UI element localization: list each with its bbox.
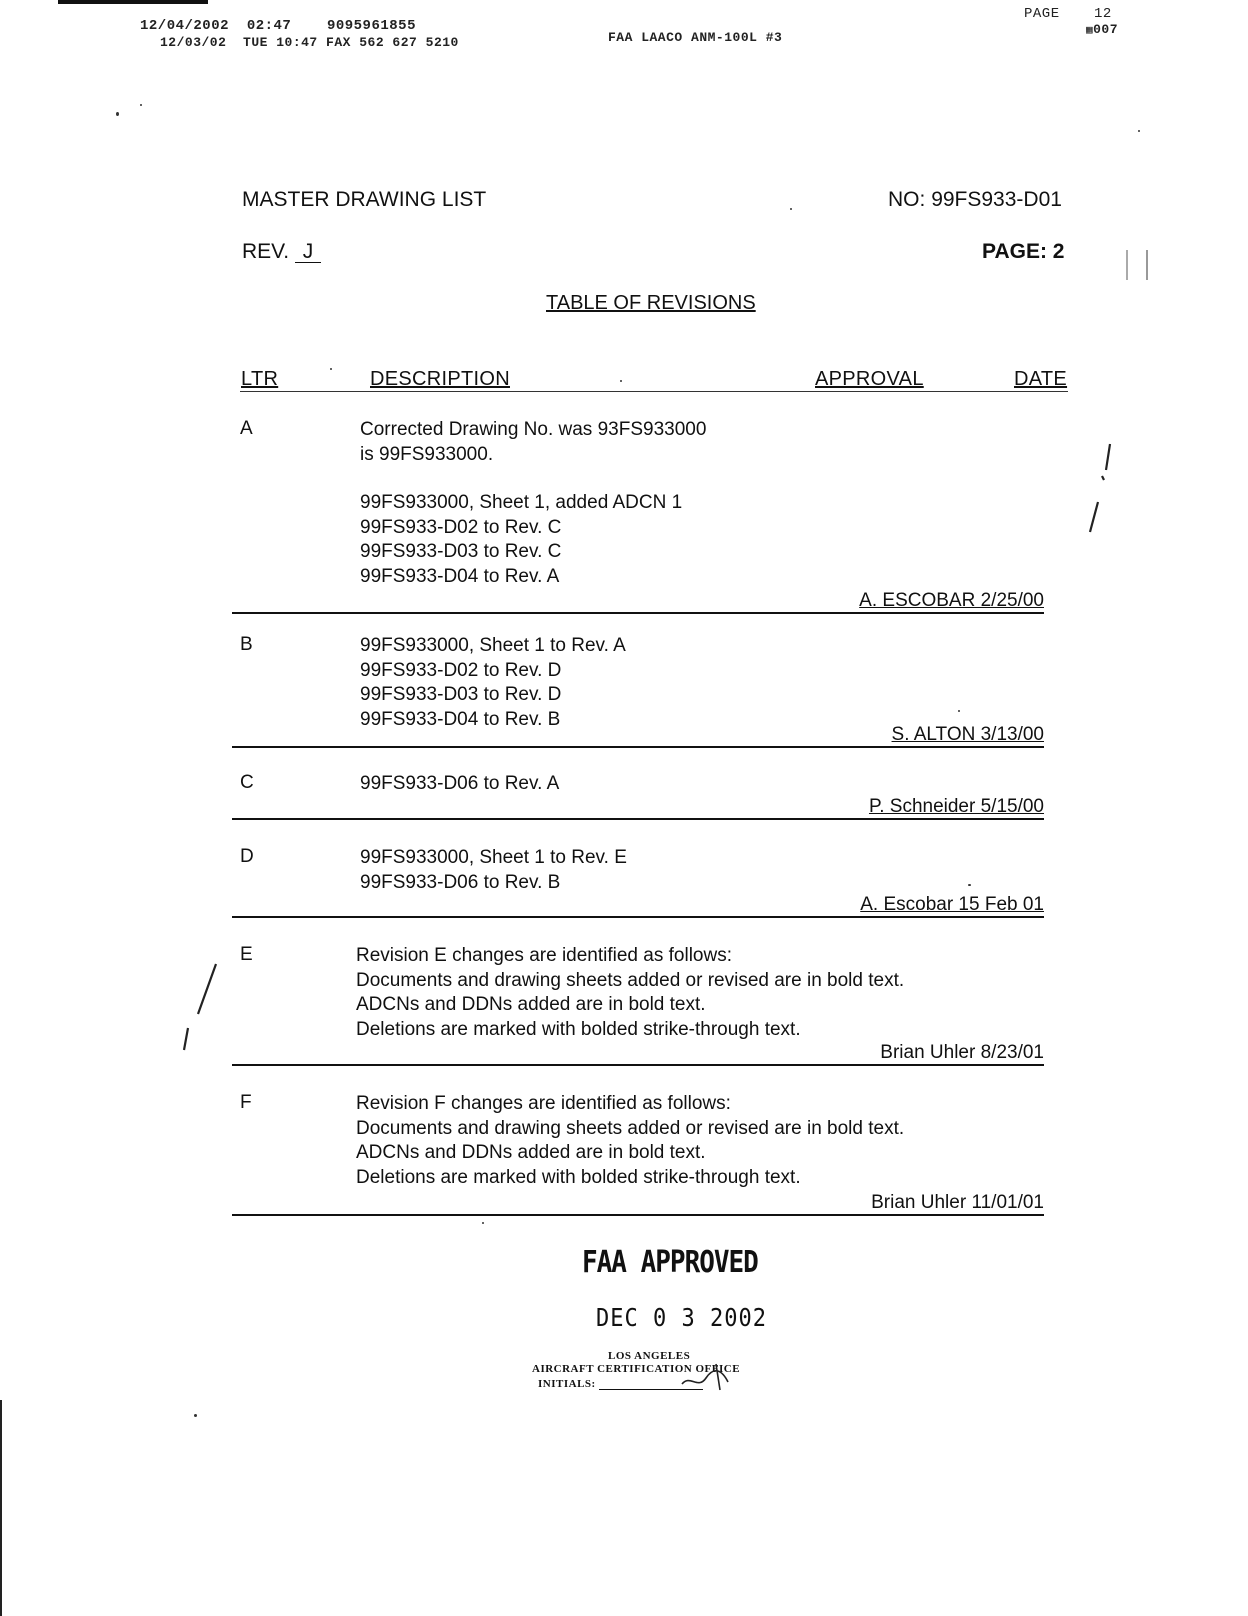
page-label: PAGE:: [982, 240, 1047, 263]
scan-speck: [140, 104, 142, 106]
description-spacer: [360, 467, 706, 491]
description-line: 99FS933-D04 to Rev. A: [360, 565, 560, 587]
fax-page-label: PAGE: [1024, 6, 1060, 22]
column-header-description: DESCRIPTION: [370, 368, 510, 390]
row-divider: [232, 1214, 1044, 1216]
margin-pen-mark: [170, 960, 230, 1056]
description-line: Documents and drawing sheets added or revised are in bold text.: [356, 969, 905, 991]
fax-page-number: 12: [1094, 6, 1112, 22]
row-divider: [232, 916, 1044, 918]
revision-approval: Brian Uhler 11/01/01: [871, 1192, 1044, 1213]
row-divider: [232, 612, 1044, 614]
scan-speck: [1126, 250, 1128, 280]
page-block: [982, 240, 1064, 264]
table-row: [232, 418, 1064, 614]
description-line: 99FS933000, Sheet 1 to Rev. A: [360, 635, 626, 656]
document-number-block: [888, 188, 1062, 212]
scan-speck: [958, 710, 960, 712]
fax-header-line1: [140, 18, 416, 34]
description-line: 99FS933000, Sheet 1, added ADCN 1: [360, 492, 683, 513]
stamp-date: DEC 0 3 2002: [596, 1304, 767, 1333]
column-header-ltr: LTR: [241, 368, 279, 390]
revision-description: [356, 944, 904, 1042]
stamp-office-name: AIRCRAFT CERTIFICATION OFFICE: [532, 1363, 741, 1375]
column-header-approval: APPROVAL: [815, 368, 924, 390]
revision-approval: A. Escobar 15 Feb 01: [860, 894, 1044, 915]
scan-edge-line: [0, 1400, 2, 1616]
scan-speck: [194, 1414, 197, 1417]
revision-description: [356, 1092, 904, 1190]
revision-letter: D: [240, 846, 254, 867]
faa-approved-stamp: FAA APPROVED: [582, 1245, 758, 1281]
revision-value: J: [295, 242, 321, 263]
description-line: 99FS933000, Sheet 1 to Rev. E: [360, 847, 627, 868]
document-title: MASTER DRAWING LIST: [242, 188, 487, 211]
description-line: is 99FS933000.: [360, 443, 494, 465]
fax-edge-mark: [58, 0, 208, 4]
row-divider: [232, 1064, 1044, 1066]
description-line: 99FS933-D03 to Rev. C: [360, 541, 562, 562]
revision-label: REV.: [242, 240, 290, 263]
fax-number: 9095961855: [326, 18, 416, 34]
description-line: Corrected Drawing No. was 93FS933000: [360, 419, 707, 440]
table-row: [232, 1092, 1064, 1232]
table-row: [232, 772, 1064, 822]
revision-description: [360, 634, 626, 732]
revision-description: [360, 418, 706, 589]
scan-speck: [968, 884, 971, 886]
description-line: 99FS933-D04 to Rev. B: [360, 708, 561, 730]
description-line: Revision E changes are identified as follows:: [356, 945, 732, 966]
description-line: Deletions are marked with bolded strike-through text.: [356, 1166, 801, 1188]
fax-time: 02:47: [246, 18, 292, 34]
header-underline: [240, 391, 1068, 392]
description-line: Deletions are marked with bolded strike-through text.: [356, 1018, 801, 1040]
section-title: TABLE OF REVISIONS: [546, 292, 756, 314]
stamp-initials-label: INITIALS:: [538, 1378, 596, 1390]
fax-page-code: ▦007: [1086, 22, 1119, 37]
fax-header-center: FAA LAACO ANM-100L #3: [608, 30, 783, 45]
revision-block: [242, 240, 321, 264]
margin-pen-mark: [1084, 440, 1124, 540]
revision-letter: E: [240, 944, 253, 965]
document-number-label: NO:: [888, 188, 926, 211]
fax-page-code-mark: ▦: [1086, 25, 1094, 37]
description-line: Revision F changes are identified as follows:: [356, 1093, 731, 1114]
stamp-office-city: LOS ANGELES: [608, 1350, 691, 1362]
revision-approval: S. ALTON 3/13/00: [891, 724, 1044, 745]
row-divider: [232, 818, 1044, 820]
description-line: 99FS933-D06 to Rev. A: [360, 773, 560, 794]
description-line: Documents and drawing sheets added or revised are in bold text.: [356, 1117, 905, 1139]
revision-letter: A: [240, 418, 253, 439]
revision-approval: A. ESCOBAR 2/25/00: [859, 590, 1044, 611]
table-row: [232, 846, 1064, 926]
fax-date: 12/04/2002: [140, 18, 230, 34]
scan-speck: [330, 368, 332, 370]
document-number: 99FS933-D01: [931, 188, 1062, 211]
page-value: 2: [1052, 240, 1065, 263]
description-line: 99FS933-D02 to Rev. D: [360, 659, 562, 681]
revision-approval: Brian Uhler 8/23/01: [880, 1042, 1044, 1063]
scan-speck: [116, 112, 119, 116]
scan-speck: [1138, 130, 1140, 132]
scan-speck: [620, 380, 622, 382]
description-line: 99FS933-D02 to Rev. C: [360, 516, 562, 538]
revision-letter: F: [240, 1092, 252, 1113]
revision-letter: B: [240, 634, 253, 655]
scan-speck: [1146, 250, 1148, 280]
row-divider: [232, 746, 1044, 748]
scan-speck: [482, 1222, 484, 1224]
table-row: [232, 634, 1064, 764]
scan-speck: [790, 208, 792, 210]
description-line: 99FS933-D06 to Rev. B: [360, 871, 561, 893]
column-header-date: DATE: [1014, 368, 1068, 390]
revision-description: [360, 772, 559, 797]
initials-signature: [676, 1356, 746, 1396]
fax-header-line2: 12/03/02 TUE 10:47 FAX 562 627 5210: [160, 35, 459, 50]
description-line: ADCNs and DDNs added are in bold text.: [356, 1142, 706, 1163]
revision-letter: C: [240, 772, 254, 793]
table-row: [232, 944, 1064, 1080]
description-line: 99FS933-D03 to Rev. D: [360, 684, 562, 705]
description-line: ADCNs and DDNs added are in bold text.: [356, 994, 706, 1015]
revision-approval: P. Schneider 5/15/00: [868, 796, 1044, 817]
revision-description: [360, 846, 627, 895]
